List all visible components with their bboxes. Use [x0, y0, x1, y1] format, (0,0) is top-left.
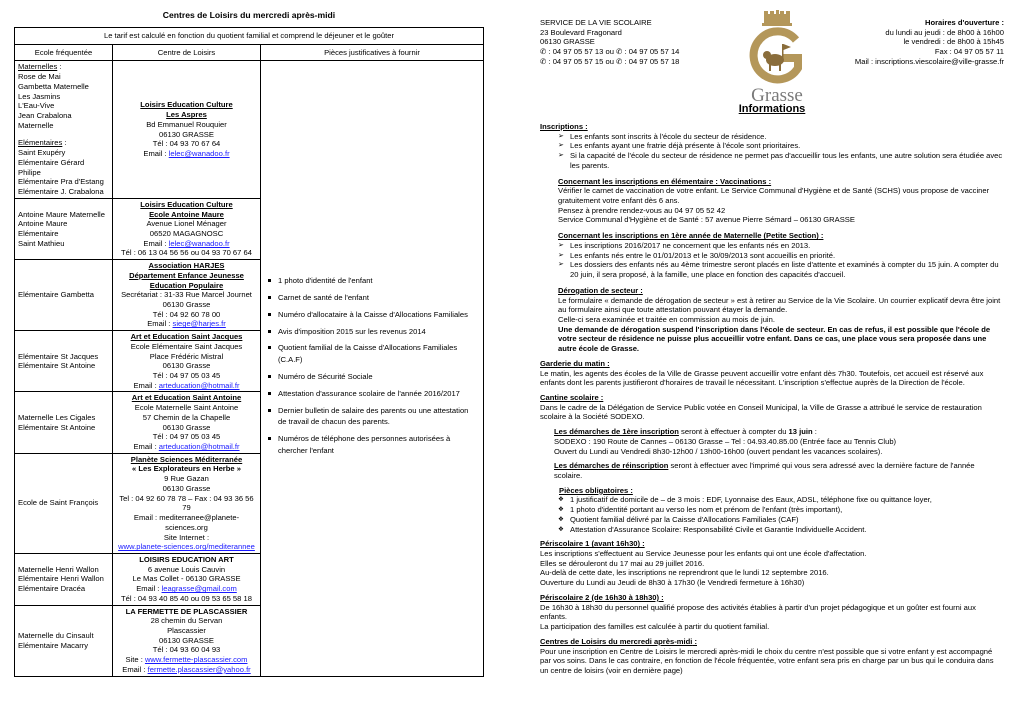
table-header — [15, 44, 484, 61]
address-line: Bd Emmanuel Rouquier — [146, 119, 227, 129]
email-label: Email : — [136, 584, 162, 594]
paragraph: seront à effectuer à compter du — [678, 427, 789, 437]
paragraph: Pensez à prendre rendez-vous au 04 97 05 52 42 — [558, 205, 726, 215]
maternelle-list — [540, 241, 1004, 280]
phone: Tél : 06 13 04 56 56 ou 04 93 70 67 64 — [121, 248, 252, 258]
paragraph: De 16h30 à 18h30 du personnel qualifié propose des activités établies à partir d'un projet pédagogique et un goûter est fourni aux enfants. — [540, 602, 976, 622]
service-line: 23 Boulevard Fragonard — [540, 27, 622, 37]
org-name: Les Aspres — [166, 110, 207, 120]
paragraph: Les inscriptions s'effectuent au Service Jeunesse pour les enfants qui ont une école d'affectation. — [540, 549, 867, 559]
address-line: 06130 GRASSE — [159, 129, 214, 139]
paragraph-bold: Une demande de dérogation suspend l'inscription dans l'école de secteur. En cas de refus, il est possible que l'école de votre secteur de résidence ne puisse plus accueillir votre enfant. Dans ce cas, une place vous sera proposée dans une autre école de Grasse. — [558, 324, 991, 354]
address-line: Ecole Maternelle Saint Antoine — [134, 403, 239, 413]
org-name: Art et Education Saint Jacques — [130, 332, 243, 342]
paragraph: seront à effectuer avec l'imprimé qui vous sera adressé avec la dernière facture de l'année scolaire. — [554, 461, 975, 480]
address-line: 06520 MAGAGNOSC — [149, 228, 224, 238]
schools-heading: Elémentaires — [18, 138, 63, 148]
site-label: Site : — [125, 655, 145, 665]
school: Les Jasmins — [18, 91, 61, 101]
list-item: ➢ Les enfants nés entre le 01/01/2013 et le 30/09/2013 sont accueillis en priorité. — [558, 251, 1004, 261]
phone: Tél : 04 92 60 78 00 — [152, 309, 221, 319]
school: Elémentaire Gérard Philipe — [18, 157, 85, 177]
date: 13 juin — [788, 427, 813, 437]
paragraph: SODEXO : 190 Route de Cannes – 06130 Grasse – Tel : 04.93.40.85.00 (Entrée face au Tennis Club) — [554, 436, 897, 446]
paragraph: Vérifier le carnet de vaccination de votre enfant. Le Service Communal d'Hygiène et de Santé (SCHS) vous propose de vacciner gratuitement votre enfant dès 6 ans. — [558, 186, 990, 206]
address-line: Secrétariat : 31-33 Rue Marcel Journet — [121, 290, 252, 300]
pieces-list — [540, 495, 1004, 534]
info-content: Inscriptions : ➢ Les enfants sont inscrits à l'école du secteur de résidence. ➢ Les enfants ayant une fratrie déjà présente à l'école sont prioritaires. ➢ Si la capacité de l'école du secteur de résidence ne permet pas d'accueillir tous les enfants, une autre solution sera étudiée avec les parents. Concernant les inscriptions en élémentaire : Vaccinations : Vérifier le carnet de vaccination de votre enfant. Le Service Communal d'Hygiène et de Santé (SCHS) vous propose de vacciner gratuitement votre enfant dès 6 ans. Pensez à prendre rendez-vous au 04 97 05 52 42 Service Communal d'Hygiène et de Santé : 57 avenue Pierre Sémard – 06130 GRASSE Concernant les inscriptions en 1ère année de Maternelle (Petite Section) : ➢ Les inscriptions 2016/2017 ne concernent que les enfants nés en 2013. ➢ Les enfants nés entre le 01/01/2013 et le 30/09/2013 sont accueillis en priorité. ➢ Les dossiers des enfants nés au 4ème trimestre seront placés en liste d'attente et examinés à compter du 15 juin. A compter du 20 juin, il sera proposé, à la famille, une place en fonction des capacités d'accueil. Dérogation de secteur : Le formulaire « demande de dérogation de secteur » est à retirer au Service de la Vie Scolaire. Un courrier explicatif devra être joint au formulaire ainsi que toute attestation pouvant étayer la demande. Celle-ci sera examinée et traitée en commission au mois de juin. Une demande de dérogation suspend l'inscription dans l'école de secteur. En cas de refus, il est possible que l'école de votre secteur de résidence ne puisse plus accueillir votre enfant. Dans ce cas, une place vous sera proposée dans une autre école de Grasse. Garderie du matin : Le matin, les agents des écoles de la Ville de Grasse peuvent accueillir votre enfant dès 7h30. Toutefois, cet accueil est réservé aux enfants dont les parents justifieront d'horaires de travail le nécessitant. L'inscription s'effectue auprès de la Direction de l'école. Cantine scolaire : Dans le cadre de la Délégation de Service Public votée en Conseil Municipal, la Ville de Grasse a attribué le service de restauration scolaire à la Société SODEXO. Les démarches de 1ère inscription seront à effectuer à compter du 13 juin : SODEXO : 190 Route de Cannes – 06130 Grasse – Tel : 04.93.40.85.00 (Entrée face au Tennis Club) Ouvert du Lundi au Vendredi 8h30-12h00 / 13h00-16h00 (ouvert pendant les vacances scolaires). Les démarches de réinscription seront à effectuer avec l'imprimé qui vous sera adressé avec la dernière facture de l'année scolaire. Pièces obligatoires : ❖ 1 justificatif de domicile de – de 3 mois : EDF, Lyonnaise des Eaux, ADSL, téléphone fixe ou quittance loyer, ❖ 1 photo d'identité portant au verso les nom et prénom de l'enfant (très important), ❖ Quotient familial délivré par la Caisse d'Allocations Familiales (CAF) ❖ Attestation d'Assurance Scolaire: Responsabilité Civile et Garantie Individuelle Accident. Périscolaire 1 (avant 16h30) : Les inscriptions s'effectuent au Service Jeunesse pour les enfants qui ont une école d'affectation. Elles se dérouleront du 17 mai au 29 juillet 2016. Au-delà de cette date, les inscriptions ne reprendront que le lundi 12 septembre 2016. Ouverture du Lundi au Jeudi de 8h30 à 17h30 (le Vendredi fermeture à 16h30) Périscolaire 2 (de 16h30 à 18h30) : De 16h30 à 18h30 du personnel qualifié propose des activités établies à partir d'un projet pédagogique et un goûter est fourni aux enfants. La participation des familles est calculée à partir du quotient familial. Centres de Loisirs du mercredi après-midi : Pour une inscription en Centre de Loisirs le mercredi après-midi le choix du centre n'est possible que si votre enfant y est accompagné par vos soins. Dans le cas contraire, en fonction de l'école fréquentée, votre enfant sera pris en charge par un bus qui le conduira dans un centre de loisirs (voir en dernière page) — [540, 122, 1004, 676]
list-item: ➢ Les enfants sont inscrits à l'école du secteur de résidence. — [558, 132, 1004, 142]
document-item: 1 photo d'identité de l'enfant — [268, 275, 476, 287]
email-label: Email : — [133, 442, 159, 452]
phone: Tél : 04 93 60 04 93 — [152, 645, 221, 655]
address-line: 06130 Grasse — [162, 422, 211, 432]
document-item: Avis d'imposition 2015 sur les revenus 2014 — [268, 326, 476, 338]
site-link[interactable]: www.planete-sciences.org/mediterannee — [118, 542, 255, 552]
school: Antoine Maure Elémentaire — [18, 219, 68, 238]
paragraph: La participation des familles est calculée à partir du quotient familial. — [540, 622, 770, 632]
school: Antoine Maure Maternelle — [18, 209, 105, 219]
centre-cell — [113, 553, 261, 605]
centre-cell — [113, 605, 261, 676]
section-title: Pièces obligatoires : — [559, 485, 633, 495]
org-name: Planète Sciences Méditerranée — [130, 454, 243, 464]
phone: Tél : 04 93 40 85 40 ou 09 53 65 58 18 — [121, 593, 252, 603]
schools-heading: Maternelles — [18, 62, 58, 72]
list-item: ➢ Les enfants ayant une fratrie déjà présente à l'école sont prioritaires. — [558, 141, 1004, 151]
section-title: Cantine scolaire — [540, 392, 599, 402]
document-item: Numéro de Sécurité Sociale — [268, 371, 476, 383]
inscriptions-list — [540, 132, 1004, 171]
org-name: Association HARJES — [148, 261, 225, 271]
school: Elémentaire St Antoine — [18, 361, 96, 371]
phone: Tél : 04 97 05 03 45 — [152, 371, 221, 380]
email-link[interactable]: arteducation@hotmail.fr — [158, 442, 240, 452]
schools-cell — [15, 553, 113, 605]
schools-cell — [15, 331, 113, 392]
address-line: 6 avenue Louis Cauvin — [147, 564, 226, 574]
section-title: Concernant les inscriptions en 1ère année de Maternelle (Petite Section) — [558, 231, 819, 241]
document-item: Carnet de santé de l'enfant — [268, 292, 476, 304]
org-name: Education Populaire — [149, 280, 224, 290]
school: Maternelle du Cinsault — [18, 630, 94, 640]
paragraph: Le matin, les agents des écoles de la Ville de Grasse peuvent accueillir votre enfant dès 7h30. Toutefois, cet accueil est réservé aux enfants dont les parents justifieront d'horaires de travail le nécessitant. L'inscription s'effectue auprès de la Direction de l'école. — [540, 368, 984, 388]
org-name: Loisirs Education Culture — [140, 199, 233, 209]
paragraph: Elles se dérouleront du 17 mai au 29 juillet 2016. — [540, 558, 705, 568]
centre-cell — [113, 392, 261, 453]
school: Elémentaire Pra d'Estang — [18, 177, 104, 187]
header-centre: Centre de Loisirs — [113, 44, 261, 61]
school: L'Eau-Vive — [18, 101, 55, 111]
address-line: 9 Rue Gazan — [164, 474, 209, 484]
service-line: SERVICE DE LA VIE SCOLAIRE — [540, 18, 652, 27]
paragraph: Ouvert du Lundi au Vendredi 8h30-12h00 / 13h00-16h00 (ouvert pendant les vacances scolaires). — [554, 446, 883, 456]
header-pieces: Pièces justificatives à fournir — [261, 44, 484, 61]
documents-cell — [261, 61, 484, 676]
school: Maternelle Henri Wallon — [18, 564, 99, 574]
paragraph: Celle-ci sera examinée et traitée en commission au mois de juin. — [558, 314, 775, 324]
email-link[interactable]: siege@harjes.fr — [172, 319, 226, 329]
school: Elémentaire Dracéa — [18, 584, 86, 594]
centre-cell — [113, 453, 261, 553]
header-ecole: Ecole fréquentée — [15, 44, 113, 61]
address-line: Avenue Lionel Ménager — [146, 219, 227, 229]
left-title: Centres de Loisirs du mercredi après-midi — [162, 10, 336, 20]
org-name: LOISIRS EDUCATION ART — [139, 554, 234, 564]
address-line: 06130 GRASSE — [159, 635, 214, 645]
service-phone: ✆ : 04 97 05 57 15 ou ✆ : 04 97 05 57 18 — [540, 56, 680, 66]
email-label: Email : — [147, 319, 173, 329]
info-title: Informations — [738, 103, 806, 115]
address-line: Ecole Elémentaire Saint Jacques — [130, 341, 243, 351]
table-row — [15, 61, 484, 198]
org-name: Département Enfance Jeunesse — [129, 270, 244, 280]
site-link[interactable]: www.fermette-plascassier.com — [144, 655, 248, 665]
school: Elémentaire Macarry — [18, 640, 89, 650]
paragraph: Le formulaire « demande de dérogation de secteur » est à retirer au Service de la Vie Scolaire. Un courrier explicatif devra être joint au formulaire ainsi que toute attestation pouvant étayer la demande. — [558, 295, 1001, 315]
section-title: Périscolaire 1 (avant 16h30) — [540, 539, 641, 549]
grasse-logo — [738, 10, 816, 108]
schools-cell — [15, 260, 113, 331]
mail: Mail : inscriptions.viescolaire@ville-grasse.fr — [854, 56, 1004, 66]
document-item: Numéros de téléphone des personnes autorisées à chercher l'enfant — [268, 433, 476, 457]
email-link[interactable]: fermette.plascassier@yahoo.fr — [147, 664, 251, 674]
section-title: Dérogation de secteur — [558, 285, 639, 295]
section-title: Les démarches de réinscription — [554, 461, 669, 471]
left-page — [14, 10, 484, 677]
phone: Tél : 04 93 70 67 64 — [152, 139, 221, 149]
list-item: ➢ Si la capacité de l'école du secteur de résidence ne permet pas d'accueillir tous les enfants, une autre solution sera étudiée avec les parents. — [558, 151, 1004, 170]
schools-cell — [15, 453, 113, 553]
fax: Fax : 04 97 05 57 11 — [934, 47, 1004, 57]
list-item: ❖ 1 justificatif de domicile de – de 3 mois : EDF, Lyonnaise des Eaux, ADSL, téléphone fixe ou quittance loyer, — [558, 495, 1004, 505]
school: Elémentaire Henri Wallon — [18, 574, 104, 584]
school: Saint Mathieu — [18, 238, 65, 248]
schools-cell — [15, 392, 113, 453]
email-link[interactable]: lelec@wanadoo.fr — [168, 238, 230, 248]
email-link[interactable]: lelec@wanadoo.fr — [168, 149, 230, 159]
email-link[interactable]: arteducation@hotmail.fr — [158, 380, 240, 390]
org-name: Art et Education Saint Antoine — [131, 393, 242, 403]
email-label: Email : — [133, 380, 159, 390]
address-line: 28 chemin du Servan — [150, 616, 223, 626]
section-title: Périscolaire 2 (de 16h30 à 18h30) — [540, 592, 660, 602]
paragraph: Dans le cadre de la Délégation de Service Public votée en Conseil Municipal, la Ville de Grasse a attribué le service de restauration scolaire à la Société SODEXO. — [540, 402, 982, 422]
document-item: Numéro d'allocataire à la Caisse d'Allocations Familiales — [268, 309, 476, 321]
email-label: Email : — [143, 238, 169, 248]
logo-text: Grasse — [751, 85, 803, 106]
school: Gambetta Maternelle — [18, 81, 89, 91]
centre-cell — [113, 198, 261, 259]
centre-cell — [113, 61, 261, 198]
list-item: ➢ Les inscriptions 2016/2017 ne concernent que les enfants nés en 2013. — [558, 241, 1004, 251]
phone: Tél : 04 97 05 03 45 — [152, 432, 221, 442]
school: Elémentaire Gambetta — [18, 290, 94, 300]
org-name: LA FERMETTE DE PLASCASSIER — [125, 606, 248, 616]
schools-cell — [15, 198, 113, 259]
address-line: Plascassier — [167, 625, 206, 635]
service-address — [540, 18, 710, 67]
school: Ecole de Saint François — [18, 498, 99, 508]
address-line: 57 Chemin de la Chapelle — [142, 412, 231, 422]
address-line: 06130 Grasse — [162, 483, 211, 493]
address-line: Le Mas Collet - 06130 GRASSE — [132, 574, 241, 584]
hours-line: du lundi au jeudi : de 8h00 à 16h00 — [885, 27, 1004, 37]
schools-cell: Maternelles : Rose de Mai Gambetta Maternelle Les Jasmins L'Eau-Vive Jean Crabalona Maternelle Elémentaires : Saint Exupéry Elémentaire Gérard Philipe Elémentaire Pra d'Estang Elémentaire J. Crabalona — [15, 61, 113, 198]
documents-list — [264, 275, 480, 456]
school: Jean Crabalona Maternelle — [18, 111, 72, 130]
section-title: Centres de Loisirs du mercredi après-midi — [540, 636, 693, 646]
section-title: Inscriptions — [540, 122, 584, 131]
school: Maternelle Les Cigales — [18, 412, 96, 422]
tarif-notice: Le tarif est calculé en fonction du quotient familial et comprend le déjeuner et le goûter — [15, 28, 484, 45]
address-line: Place Frédéric Mistral — [149, 351, 224, 361]
centres-table — [14, 27, 484, 677]
email-link[interactable]: leagrasse@gmail.com — [161, 584, 237, 594]
school: Elémentaire St Antoine — [18, 422, 96, 432]
document-item: Attestation d'assurance scolaire de l'année 2016/2017 — [268, 388, 476, 400]
org-name: Loisirs Education Culture — [140, 100, 233, 110]
opening-hours — [824, 18, 1004, 67]
org-name: « Les Explorateurs en Herbe » — [132, 464, 241, 474]
section-title: Concernant les inscriptions en élémentaire : Vaccinations — [558, 176, 767, 186]
list-item: ➢ Les dossiers des enfants nés au 4ème trimestre seront placés en liste d'attente et examinés à compter du 15 juin. A compter du 20 juin, il sera proposé, à la famille, une place en fonction des capacités d'accueil. — [558, 260, 1004, 279]
service-line: 06130 GRASSE — [540, 37, 595, 47]
list-item: ❖ Quotient familial délivré par la Caisse d'Allocations Familiales (CAF) — [558, 515, 1004, 525]
phone: Tel : 04 92 60 78 78 – Fax : 04 93 36 56 79 — [119, 493, 254, 513]
school: Saint Exupéry — [18, 148, 66, 158]
school: Elémentaire St Jacques — [18, 351, 99, 361]
site-label: Site Internet : — [163, 532, 210, 542]
email-label: Email : — [122, 664, 148, 674]
schools-cell — [15, 605, 113, 676]
address-line: 06130 Grasse — [162, 361, 211, 371]
email-label: Email : — [143, 149, 169, 159]
section-title: Garderie du matin — [540, 358, 605, 368]
service-phone: ✆ : 04 97 05 57 13 ou ✆ : 04 97 05 57 14 — [540, 47, 680, 57]
hours-title: Horaires d'ouverture : — [924, 18, 1004, 27]
paragraph: Au-delà de cette date, les inscriptions ne reprendront que le lundi 12 septembre 2016. — [540, 568, 829, 578]
paragraph: Service Communal d'Hygiène et de Santé : 57 avenue Pierre Sémard – 06130 GRASSE — [558, 215, 855, 225]
address-line: 06130 Grasse — [162, 299, 211, 309]
list-item: ❖ 1 photo d'identité portant au verso les nom et prénom de l'enfant (très important), — [558, 505, 1004, 515]
document-item: Dernier bulletin de salaire des parents ou une attestation de travail de chacun des parents. — [268, 405, 476, 429]
org-name: Ecole Antoine Maure — [149, 209, 224, 219]
paragraph: Ouverture du Lundi au Jeudi de 8h30 à 17h30 (le Vendredi fermeture à 16h30) — [540, 578, 805, 588]
list-item: ❖ Attestation d'Assurance Scolaire: Responsabilité Civile et Garantie Individuelle Accident. — [558, 525, 1004, 535]
document-item: Quotient familial de la Caisse d'Allocations Familiales (C.A.F) — [268, 342, 476, 366]
paragraph: Pour une inscription en Centre de Loisirs le mercredi après-midi le choix du centre n'est possible que si votre enfant y est accompagné par vos soins. Dans le cas contraire, en fonction de l'école fréquentée, votre enfant sera pris en charge par un bus qui le conduira dans un centre de loisirs (voir en dernière page) — [540, 646, 994, 675]
centre-cell — [113, 331, 261, 392]
section-title: Les démarches de 1ère inscription — [554, 427, 679, 437]
school: Elémentaire J. Crabalona — [18, 187, 104, 197]
hours-line: le vendredi : de 8h00 à 15h45 — [903, 37, 1004, 47]
centre-cell — [113, 260, 261, 331]
email-line: Email : mediterranee@planete-sciences.org — [133, 513, 240, 532]
school: Rose de Mai — [18, 72, 61, 82]
